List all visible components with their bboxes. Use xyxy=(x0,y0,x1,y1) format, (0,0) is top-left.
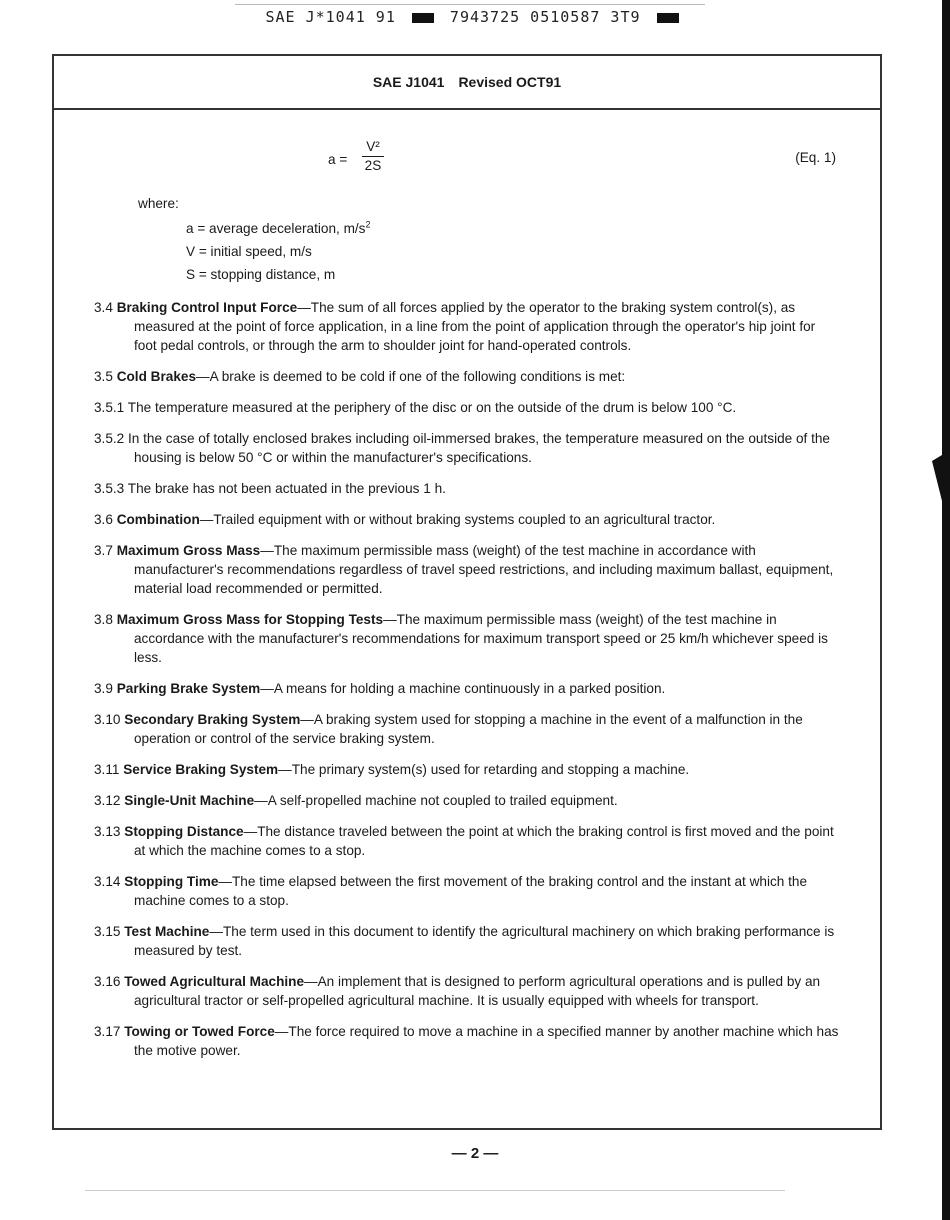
document-id: SAE J1041 xyxy=(372,74,445,90)
paragraph-gap xyxy=(94,910,840,922)
definition-3-12 xyxy=(94,791,840,810)
definition-3-5-3 xyxy=(94,479,840,498)
definition-number: 3.13 xyxy=(94,824,121,839)
paragraph-gap xyxy=(94,598,840,610)
definition-term: Combination xyxy=(116,512,200,527)
definition-3-5-1 xyxy=(94,398,840,417)
definition-text: —A brake is deemed to be cold if one of the following conditions is met: xyxy=(196,369,626,384)
definition-text: The temperature measured at the periphery of the disc or on the outside of the drum is below 100 °C. xyxy=(127,400,737,415)
definition-text: —Trailed equipment with or without braking systems coupled to an agricultural tractor. xyxy=(199,512,716,527)
equation-1 xyxy=(94,110,840,180)
definition-text: —The time elapsed between the first movement of the braking control and the instant at which the machine comes to a stop. xyxy=(134,874,808,908)
definition-term: Towed Agricultural Machine xyxy=(124,974,305,989)
paragraph-gap xyxy=(94,667,840,679)
variable-text: S = stopping distance, m xyxy=(186,267,336,282)
page-number: — 2 — xyxy=(451,1145,499,1162)
variable-text: V = initial speed, m/s xyxy=(186,244,312,259)
definition-3-17 xyxy=(94,1022,840,1060)
paragraph-gap xyxy=(94,467,840,479)
definition-number: 3.17 xyxy=(94,1024,121,1039)
definition-text: In the case of totally enclosed brakes including oil-immersed brakes, the temperature measured on the outside of the housing is below 50 °C or within the manufacturer's specifications. xyxy=(128,431,830,465)
definition-number: 3.4 xyxy=(94,300,113,315)
paragraph-gap xyxy=(94,355,840,367)
definition-text: —A braking system used for stopping a machine in the event of a malfunction in the operation or control of the service braking system. xyxy=(134,712,803,746)
definition-number: 3.8 xyxy=(94,612,113,627)
variable-definition xyxy=(186,242,840,261)
paragraph-gap xyxy=(94,417,840,429)
definition-number: 3.6 xyxy=(94,512,113,527)
definition-text: —The sum of all forces applied by the operator to the braking system control(s), as measured at the point of force application, in a line from the point of application through the operator's hip joint for foot pedal controls, or through the arm to shoulder joint for hand-operated controls. xyxy=(134,300,816,353)
document-header xyxy=(54,56,880,110)
paragraph-gap xyxy=(94,1010,840,1022)
paragraph-gap xyxy=(94,860,840,872)
definition-3-16 xyxy=(94,972,840,1010)
paragraph-gap xyxy=(94,779,840,791)
definition-text: The brake has not been actuated in the previous 1 h. xyxy=(127,481,446,496)
definition-text: —The primary system(s) used for retarding and stopping a machine. xyxy=(278,762,690,777)
definition-text: —An implement that is designed to perform agricultural operations and is pulled by an agricultural tractor or self-propelled agricultural machine. It is usually equipped with wheels for transport. xyxy=(134,974,821,1008)
definition-3-6 xyxy=(94,510,840,529)
definition-3-14 xyxy=(94,872,840,910)
page-frame xyxy=(52,54,882,1130)
definition-3-5 xyxy=(94,367,840,386)
definition-text: —The term used in this document to identify the agricultural machinery on which braking performance is measured by test. xyxy=(134,924,835,958)
definition-term: Test Machine xyxy=(124,924,210,939)
definition-number: 3.7 xyxy=(94,543,113,558)
scan-header-code xyxy=(0,8,950,26)
definition-number: 3.10 xyxy=(94,712,121,727)
definition-3-8 xyxy=(94,610,840,667)
variable-superscript: 2 xyxy=(365,219,371,230)
definition-term: Parking Brake System xyxy=(116,681,261,696)
definition-number: 3.15 xyxy=(94,924,121,939)
definition-text: —The force required to move a machine in a specified manner by another machine which has the motive power. xyxy=(134,1024,839,1058)
definition-term: Single-Unit Machine xyxy=(124,793,255,808)
definition-list xyxy=(94,298,840,1060)
definition-text: —A self-propelled machine not coupled to trailed equipment. xyxy=(254,793,618,808)
definition-3-10 xyxy=(94,710,840,748)
definition-number: 3.5.2 xyxy=(94,431,125,446)
equation-numerator: V² xyxy=(362,138,384,157)
equation-lhs: a = xyxy=(328,152,348,167)
scan-block-mark xyxy=(412,13,434,23)
scan-edge-notch xyxy=(932,455,942,501)
definition-number: 3.5.1 xyxy=(94,400,125,415)
definition-term: Cold Brakes xyxy=(116,369,197,384)
definition-term: Maximum Gross Mass for Stopping Tests xyxy=(116,612,384,627)
variable-text: a = average deceleration, m/s xyxy=(186,221,366,236)
definition-3-15 xyxy=(94,922,840,960)
scan-artifact-line xyxy=(85,1190,785,1191)
definition-3-4 xyxy=(94,298,840,355)
paragraph-gap xyxy=(94,810,840,822)
definition-3-7 xyxy=(94,541,840,598)
paragraph-gap xyxy=(94,960,840,972)
paragraph-gap xyxy=(94,748,840,760)
definition-number: 3.5.3 xyxy=(94,481,125,496)
definition-number: 3.5 xyxy=(94,369,113,384)
definition-term: Stopping Distance xyxy=(124,824,244,839)
where-label: where: xyxy=(138,196,179,211)
definition-number: 3.16 xyxy=(94,974,121,989)
paragraph-gap xyxy=(94,386,840,398)
definition-term: Secondary Braking System xyxy=(124,712,301,727)
definition-term: Maximum Gross Mass xyxy=(116,543,261,558)
definition-3-5-2 xyxy=(94,429,840,467)
definition-number: 3.14 xyxy=(94,874,121,889)
definition-term: Towing or Towed Force xyxy=(124,1024,275,1039)
scan-block-mark xyxy=(657,13,679,23)
definition-number: 3.11 xyxy=(94,762,120,777)
definition-text: —A means for holding a machine continuously in a parked position. xyxy=(260,681,666,696)
paragraph-gap xyxy=(94,498,840,510)
definition-3-9 xyxy=(94,679,840,698)
definition-term: Stopping Time xyxy=(124,874,219,889)
variable-definition xyxy=(186,219,840,238)
equation-label: (Eq. 1) xyxy=(795,150,836,165)
definition-term: Braking Control Input Force xyxy=(116,300,298,315)
definition-text: —The maximum permissible mass (weight) of the test machine in accordance with the manufacturer's recommendations for maximum transport speed or 25 km/h whichever speed is less. xyxy=(134,612,828,665)
document-body xyxy=(54,110,880,1060)
document-revision: Revised OCT91 xyxy=(458,74,562,90)
definition-3-11 xyxy=(94,760,840,779)
equation-denominator: 2S xyxy=(364,158,382,173)
definition-text: —The distance traveled between the point at which the braking control is first moved and the point at which the machine comes to a stop. xyxy=(134,824,834,858)
scan-edge-bar xyxy=(942,0,950,1220)
paragraph-gap xyxy=(94,529,840,541)
paragraph-gap xyxy=(94,698,840,710)
variable-definition xyxy=(186,265,840,284)
scan-artifact-line xyxy=(235,4,705,5)
definition-3-13 xyxy=(94,822,840,860)
scan-code-part2: 7943725 0510587 3T9 xyxy=(449,8,641,26)
definition-term: Service Braking System xyxy=(123,762,279,777)
variable-list xyxy=(94,219,840,284)
definition-number: 3.9 xyxy=(94,681,113,696)
scan-code-part1: SAE J*1041 91 xyxy=(265,8,396,26)
definition-text: —The maximum permissible mass (weight) of the test machine in accordance with manufacturer's recommendations regardless of travel speed restrictions, and including maximum ballast, equipment, material load recommended or permitted. xyxy=(134,543,834,596)
equation-fraction xyxy=(362,138,384,175)
definition-number: 3.12 xyxy=(94,793,121,808)
